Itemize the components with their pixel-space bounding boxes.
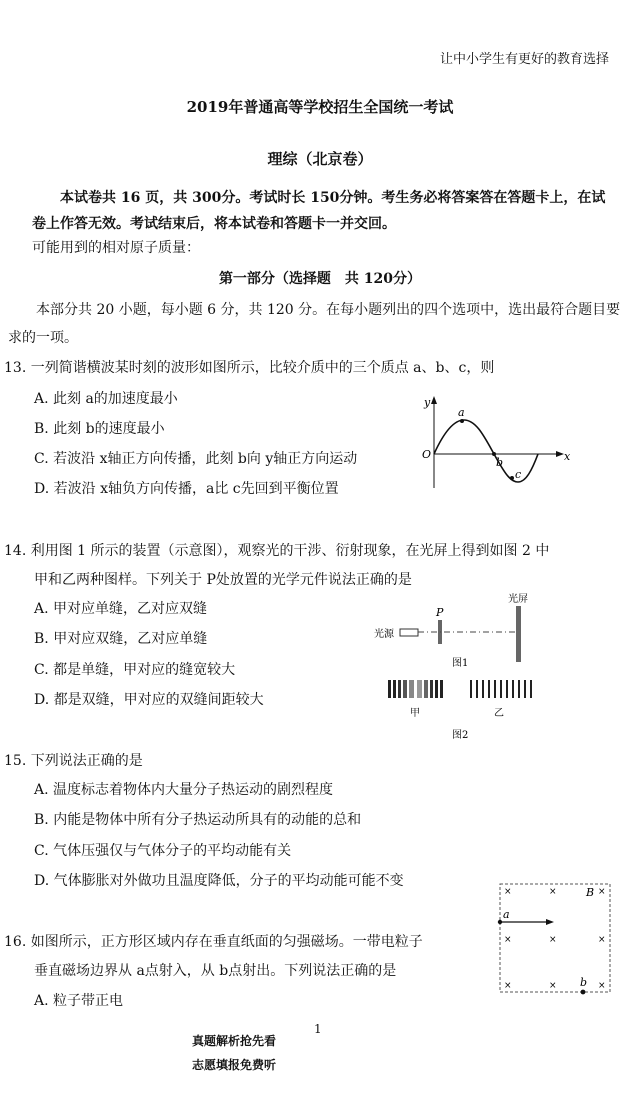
footer-line-2: 志愿填报免费听 (192, 1058, 277, 1072)
footer-line-1: 真题解析抢先看 (192, 1034, 277, 1048)
q13-label-x: x (564, 450, 571, 463)
q16-stem-line-2: 垂直磁场边界从 a点射入，从 b点射出。下列说法正确的是 (34, 963, 397, 979)
q15-stem: 15. 下列说法正确的是 (4, 753, 143, 769)
q13-option-a: A. 此刻 a的加速度最小 (34, 391, 178, 407)
q13-option-d: D. 若波沿 x轴负方向传播，a比 c先回到平衡位置 (34, 481, 339, 497)
q16-cross: × (598, 887, 606, 897)
page-number: 1 (314, 1022, 322, 1036)
q13-option-b: B. 此刻 b的速度最小 (34, 421, 165, 437)
q14-label-fig2: 图2 (452, 730, 469, 741)
q16-point-b (581, 990, 586, 995)
q16-option-a: A. 粒子带正电 (34, 993, 124, 1009)
q13-x-arrow (556, 451, 564, 457)
q16-cross: × (504, 935, 512, 945)
q14-label-jia: 甲 (410, 708, 420, 719)
q14-light-source (400, 629, 418, 636)
q13-label-b: b (496, 456, 504, 469)
q16-label-b-field: B (586, 886, 595, 899)
q14-option-d: D. 都是双缝，甲对应的双缝间距较大 (34, 692, 264, 708)
q14-figure-1 (372, 592, 542, 672)
atomic-mass-label: 可能用到的相对原子质量： (32, 240, 200, 256)
q16-cross: × (504, 981, 512, 991)
exam-title: 2019年普通高等学校招生全国统一考试 (186, 98, 454, 116)
header-slogan: 让中小学生有更好的教育选择 (440, 52, 610, 67)
q14-label-fig1: 图1 (452, 658, 469, 669)
q16-field-figure (494, 880, 618, 996)
q16-cross: × (549, 887, 557, 897)
q15-option-d: D. 气体膨胀对外做功且温度降低，分子的平均动能可能不变 (34, 873, 404, 889)
q15-option-b: B. 内能是物体中所有分子热运动所具有的动能的总和 (34, 812, 362, 828)
q16-stem-line-1: 16. 如图所示，正方形区域内存在垂直纸面的匀强磁场。一带电粒子 (4, 934, 423, 950)
q13-point-a (460, 419, 464, 423)
q14-figure-2 (384, 678, 544, 744)
q13-label-c: c (515, 468, 522, 481)
q16-label-b: b (580, 976, 588, 989)
q14-label-screen: 光屏 (508, 594, 528, 605)
q13-option-c: C. 若波沿 x轴正方向传播，此刻 b向 y轴正方向运动 (34, 451, 358, 467)
q13-wave-figure (420, 392, 570, 492)
section-title: 第一部分（选择题 共 120分） (218, 271, 422, 287)
q16-cross: × (549, 935, 557, 945)
q14-stem-line-1: 14. 利用图 1 所示的装置（示意图），观察光的干涉、衍射现象，在光屏上得到如图 2 中 (4, 543, 550, 559)
q16-cross: × (549, 981, 557, 991)
q13-wave-curve (434, 420, 538, 482)
q16-label-a: a (503, 908, 510, 921)
q14-label-source: 光源 (374, 629, 394, 640)
q13-y-arrow (431, 396, 437, 404)
q14-option-a: A. 甲对应单缝，乙对应双缝 (34, 601, 208, 617)
q16-cross: × (504, 887, 512, 897)
q15-option-c: C. 气体压强仅与气体分子的平均动能有关 (34, 843, 292, 859)
q14-option-b: B. 甲对应双缝，乙对应单缝 (34, 631, 208, 647)
q16-cross: × (598, 981, 606, 991)
q14-stem-line-2: 甲和乙两种图样。下列关于 P处放置的光学元件说法正确的是 (34, 572, 412, 588)
q14-label-p: P (436, 606, 444, 619)
q14-option-c: C. 都是单缝，甲对应的缝宽较大 (34, 662, 236, 678)
q13-point-c (510, 476, 514, 480)
q14-label-yi: 乙 (494, 708, 504, 719)
q15-option-a: A. 温度标志着物体内大量分子热运动的剧烈程度 (34, 782, 334, 798)
exam-subtitle: 理综（北京卷） (267, 150, 373, 168)
intro-line-1: 本试卷共 16 页，共 300分。考试时长 150分钟。考生务必将答案答在答题卡上，在试 (60, 190, 606, 206)
intro-line-2: 卷上作答无效。考试结束后，将本试卷和答题卡一并交回。 (32, 216, 396, 232)
q14-pattern-jia (388, 680, 443, 698)
exam-intro (32, 185, 622, 237)
q13-label-y: y (424, 396, 431, 409)
q13-label-o: O (422, 448, 432, 461)
q14-light-screen (516, 606, 521, 662)
q16-cross: × (598, 935, 606, 945)
q13-label-a: a (458, 406, 465, 419)
q16-arrow-head (546, 919, 554, 925)
q13-stem: 13. 一列简谐横波某时刻的波形如图所示，比较介质中的三个质点 a、b、c，则 (4, 360, 495, 376)
q14-pattern-yi (470, 680, 532, 698)
section-description: 本部分共 20 小题，每小题 6 分，共 120 分。在每小题列出的四个选项中，选出最符合题目要求的一项。 (8, 302, 621, 346)
